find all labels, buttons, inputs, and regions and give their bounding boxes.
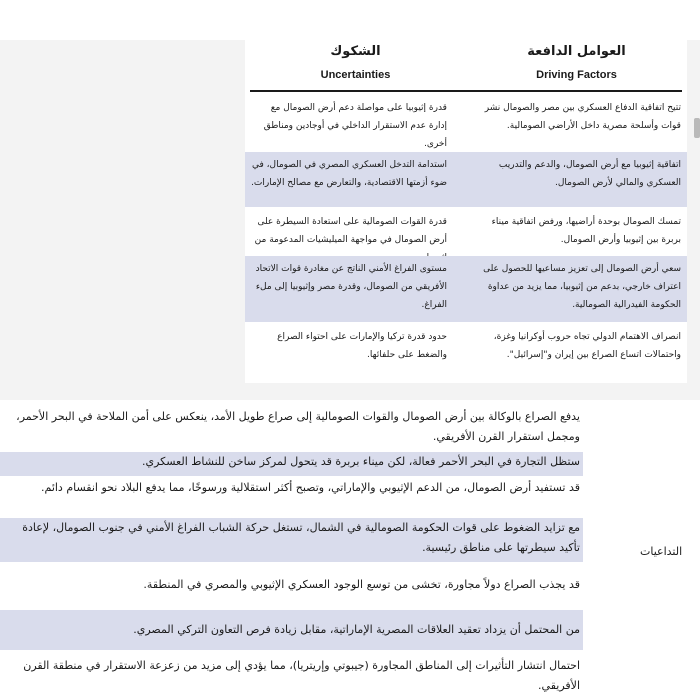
driving-factor-cell: اتفاقية إثيوبيا مع أرض الصومال، والدعم والتدريب العسكري والمالي لأرض الصومال.: [498, 160, 681, 188]
driving-factor-cell: تتيح اتفاقية الدفاع العسكري بين مصر والصومال نشر قوات وأسلحة مصرية داخل الأراضي الصومالية.: [484, 103, 681, 131]
uncertainty-cell: استدامة التدخل العسكري المصري في الصومال، في ضوء أزمتها الاقتصادية، والتعارض مع مصالح الإمارات.: [251, 160, 447, 188]
uncertainty-cell: حدود قدرة تركيا والإمارات على احتواء الصراع والضغط على حلفائها.: [277, 332, 447, 360]
implication-item: يدفع الصراع بالوكالة بين أرض الصومال والقوات الصومالية إلى صراع طويل الأمد، ينعكس على أمن الملاحة في البحر الأحمر، ومجمل استقرار القرن الأفريقي.: [16, 410, 580, 443]
implication-item: احتمال انتشار التأثيرات إلى المناطق المجاورة (جيبوتي وإريتريا)، مما يؤدي إلى مزيد من زعزعة الاستقرار في منطقة القرن الأفريقي.: [23, 659, 580, 692]
uncertainties-header-en: Uncertainties: [320, 69, 391, 81]
table-row: [245, 209, 687, 254]
driving-factor-cell: انصراف الاهتمام الدولي تجاه حروب أوكرانيا وغزة، واحتمالات اتساع الصراع بين إيران و"إسرائيل".: [493, 332, 681, 360]
uncertainties-header: [245, 40, 466, 92]
top-bar: [0, 0, 700, 40]
header-rule: [250, 90, 682, 92]
driving-factor-cell: تمسك الصومال بوحدة أراضيها، ورفض اتفاقية ميناء بربرة بين إثيوبيا وأرض الصومال.: [491, 217, 681, 245]
driving-factor-cell: سعي أرض الصومال إلى تعزيز مساعيها للحصول على اعتراف خارجي، بدعم من إثيوبيا، مما يزيد من عداوة الحكومة الفيدرالية الصومالية.: [483, 264, 681, 310]
implication-item: ستظل التجارة في البحر الأحمر فعالة، لكن ميناء بربرة قد يتحول لمركز ساخن للنشاط العسكري.: [0, 452, 583, 476]
table-row: [245, 95, 687, 150]
implication-item: قد تستفيد أرض الصومال، من الدعم الإثيوبي والإماراتي، وتصبح أكثر استقلالية ورسوخًا، مما يدفع البلاد نحو انقسام دائم.: [41, 481, 580, 494]
uncertainties-header-ar: الشكوك: [330, 44, 381, 59]
driving-factors-header-en: Driving Factors: [536, 69, 617, 81]
driving-factors-header: [466, 40, 687, 92]
uncertainty-cell: قدرة القوات الصومالية على استعادة السيطرة على أرض الصومال في مواجهة الميليشيات المدعومة من: [254, 217, 447, 245]
uncertainty-cell: مستوى الفراغ الأمني الناتج عن مغادرة قوات الاتحاد الأفريقي من الصومال، وقدرة مصر وإثيوبيا إلى ملء الفراغ.: [255, 264, 447, 310]
implication-item: قد يجذب الصراع دولاً مجاورة، تخشى من توسع الوجود العسكري الإثيوبي والمصري في المنطقة.: [143, 578, 580, 591]
implications-label: التداعيات: [640, 545, 683, 558]
implication-item: من المحتمل أن يزداد تعقيد العلاقات المصرية الإماراتية، مقابل زيادة فرص التعاون التركي المصري.: [0, 610, 583, 650]
table-row: [245, 152, 687, 207]
scrollbar-thumb[interactable]: [694, 118, 700, 138]
table-row: [245, 324, 687, 374]
table-row: [245, 256, 687, 322]
implication-item: مع تزايد الضغوط على قوات الحكومة الصومالية في الشمال، تستغل حركة الشباب الفراغ الأمني في جنوب الصومال، لإعادة تأكيد سيطرتها على مناطق رئيسية.: [0, 518, 583, 562]
factors-table: [245, 40, 687, 383]
uncertainty-cell: قدرة إثيوبيا على مواصلة دعم أرض الصومال مع إدارة عدم الاستقرار الداخلي في أوجادين ومناطق أخرى.: [263, 103, 447, 149]
driving-factors-header-ar: العوامل الدافعة: [527, 44, 626, 59]
